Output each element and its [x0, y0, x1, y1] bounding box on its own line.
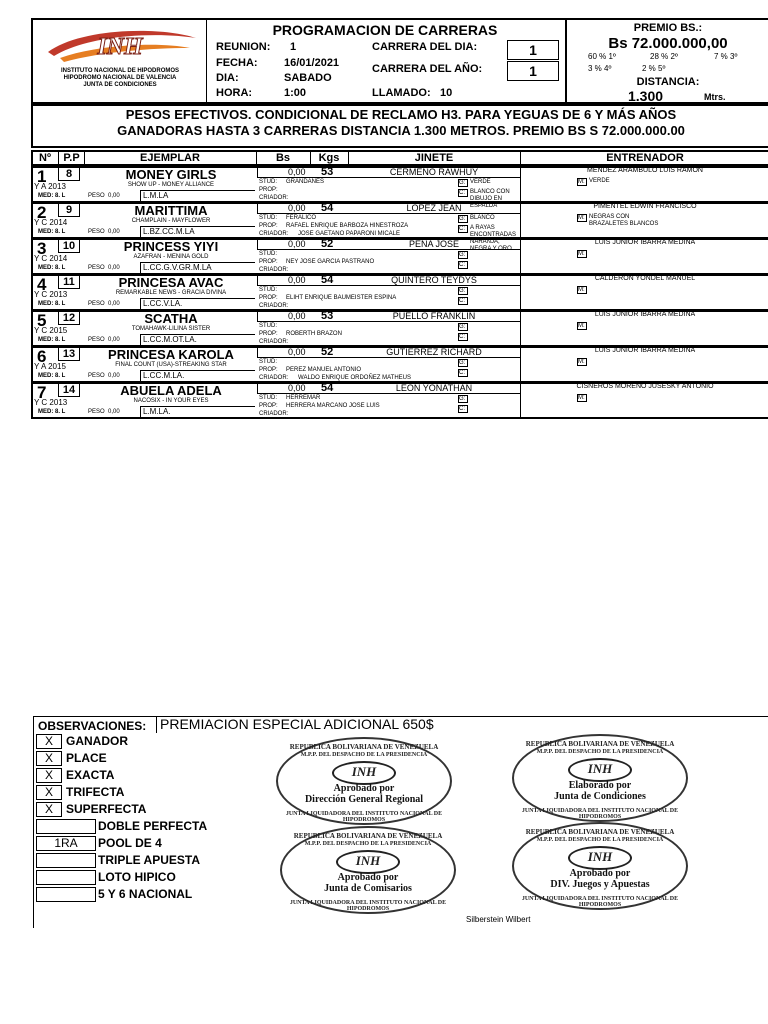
cell-divider	[257, 213, 520, 214]
med-value: 8. L	[55, 265, 66, 271]
bet-checkbox[interactable]: X	[36, 751, 62, 766]
trainer-name: LUIS JUNIOR IBARRA MEDINA	[594, 239, 696, 246]
trainer-name: CISNEROS MORENO JUSESKY ANTONIO	[576, 383, 714, 390]
bet-checkbox[interactable]: 1RA	[36, 836, 96, 851]
jockey-name: GUTIERREZ RICHARD	[386, 347, 482, 357]
bet-label: PLACE	[66, 751, 107, 765]
stamp-bottom-text: JUNTA LIQUIDADORA DEL INSTITUTO NACIONAL DE HIPODROMOS	[285, 811, 443, 823]
med-value: 8. L	[55, 337, 66, 343]
prop-value: ROBERTH BRAZON	[286, 331, 342, 337]
silks-m-box: M:	[577, 394, 587, 402]
stud-label: STUD:	[259, 179, 277, 185]
peso-label: PESO	[88, 301, 105, 307]
entry-year: Y C 2013	[34, 398, 68, 407]
carrera-dia-value: 1	[507, 40, 559, 60]
conditions-line1: PESOS EFECTIVOS. CONDICIONAL DE RECLAMO H3. PARA YEGUAS DE 6 Y MÁS AÑOS	[125, 107, 677, 122]
bet-checkbox[interactable]: X	[36, 802, 62, 817]
reunion-label: REUNION:	[216, 41, 271, 53]
stud-label: STUD:	[259, 359, 277, 365]
stamp-bottom-text: JUNTA LIQUIDADORA DEL INSTITUTO NACIONAL DE HIPODROMOS	[521, 808, 679, 820]
silks-c-value: BLANCO CON DIBUJO EN ESPALDA	[470, 189, 510, 209]
criador-label: CRIADOR:	[259, 303, 289, 309]
silks-g-box: G:	[458, 395, 468, 403]
distancia-value: 1.300	[628, 88, 664, 104]
silks-g-box: G:	[458, 323, 468, 331]
col-no: Nº	[39, 152, 51, 164]
stud-value: GRANDANES	[286, 179, 325, 185]
col-bs: Bs	[275, 152, 291, 164]
bet-label: LOTO HIPICO	[98, 870, 176, 884]
med-label: MED:	[38, 409, 54, 415]
horse-pedigree: AZAFRAN - MENINA GOLD	[133, 254, 209, 260]
horse-name: MONEY GIRLS	[125, 167, 217, 182]
med-label: MED:	[38, 229, 54, 235]
stamp-top-text: REPUBLICA BOLIVARIANA DE VENEZUELA	[525, 828, 675, 836]
criador-value: JOSE GAETANO PAPARONI MICALE	[298, 231, 401, 237]
med-value: 8. L	[55, 301, 66, 307]
jockey-name: LOPEZ JEAN	[406, 203, 462, 213]
entry-year: Y C 2014	[34, 218, 68, 227]
conditions-line2: GANADORAS HASTA 3 CARRERAS DISTANCIA 1.300 METROS. PREMIO BS S 72.000.000.00	[117, 123, 685, 138]
criador-label: CRIADOR:	[259, 411, 289, 417]
stud-label: STUD:	[259, 287, 277, 293]
stud-label: STUD:	[259, 395, 277, 401]
med-label: MED:	[38, 265, 54, 271]
stamp-line1: Aprobado por	[569, 868, 631, 879]
cell-divider	[257, 321, 520, 322]
horse-name: PRINCESA KAROLA	[108, 347, 234, 362]
peso-value: 0,00	[108, 337, 120, 343]
stamp-sub-text: M.P.P. DEL DESPACHO DE LA PRESIDENCIA	[536, 837, 664, 843]
silks-c-box: C:	[458, 261, 468, 269]
observaciones-label: OBSERVACIONES:	[38, 719, 147, 733]
silks-g-box: G:	[458, 287, 468, 295]
entry-post-position: 12	[58, 311, 80, 325]
criador-label: CRIADOR:	[259, 339, 289, 345]
entry-bs: 0,00	[288, 383, 306, 393]
entry-bs: 0,00	[288, 167, 306, 177]
fecha-label: FECHA:	[216, 57, 258, 69]
stud-value: FERALICO	[286, 215, 317, 221]
medication-value: L.CC.V.LA.	[140, 298, 255, 309]
silks-m-box: M:	[577, 214, 587, 222]
entry-kgs: 53	[321, 310, 334, 322]
distancia-label: DISTANCIA:	[636, 76, 700, 88]
stamp-line2: DIV. Juegos y Apuestas	[550, 879, 650, 890]
silks-c-value: A RAYAS ENCONTRADAS NARANJA, NEGRA Y ORO	[470, 225, 517, 252]
med-value: 8. L	[55, 193, 66, 199]
silks-c-box: C:	[458, 225, 468, 233]
peso-label: PESO	[88, 229, 105, 235]
bet-label: TRIFECTA	[66, 785, 125, 799]
prop-label: PROP:	[259, 403, 278, 409]
stamp-sub-text: M.P.P. DEL DESPACHO DE LA PRESIDENCIA	[300, 752, 428, 758]
stud-value: HERREMAR	[286, 395, 321, 401]
stamp-line2: Junta de Condiciones	[554, 791, 646, 802]
med-label: MED:	[38, 301, 54, 307]
silks-c-box: C:	[458, 405, 468, 413]
bet-checkbox[interactable]: X	[36, 785, 62, 800]
stamp-bottom-text: JUNTA LIQUIDADORA DEL INSTITUTO NACIONAL DE HIPODROMOS	[521, 896, 679, 908]
cell-divider	[257, 357, 520, 358]
med-value: 8. L	[55, 229, 66, 235]
entry-kgs: 54	[321, 202, 334, 214]
approval-stamp	[276, 737, 452, 825]
silks-c-box: C:	[458, 333, 468, 341]
premio-label: PREMIO BS.:	[633, 22, 703, 34]
stamp-line2: Dirección General Regional	[304, 794, 424, 805]
medication-value: L.CC.M.OT.LA.	[140, 334, 255, 345]
peso-label: PESO	[88, 265, 105, 271]
col-kgs: Kgs	[318, 152, 340, 164]
prop-label: PROP:	[259, 367, 278, 373]
approval-stamp	[512, 822, 688, 910]
entry-number: 7	[37, 383, 47, 402]
criador-value: WALDO ENRIQUE ORDOÑEZ MATHEUS	[298, 375, 412, 381]
criador-label: CRIADOR:	[259, 195, 289, 201]
silks-c-box: C:	[458, 369, 468, 377]
hora-value: 1:00	[284, 87, 307, 99]
trainer-name: LUIS JUNIOR IBARRA MEDINA	[594, 311, 696, 318]
institute-name: INSTITUTO NACIONAL DE HIPODROMOS HIPODROMO NACIONAL DE VALENCIA JUNTA DE CONDICIONES	[60, 68, 180, 88]
trainer-name: PIMENTEL EDWIN FRANCISCO	[593, 203, 697, 210]
silks-g-value: BLANCO	[470, 215, 495, 221]
stamp-logo: INH	[336, 850, 400, 874]
observaciones-text: PREMIACION ESPECIAL ADICIONAL 650$	[160, 716, 434, 732]
prop-label: PROP:	[259, 259, 278, 265]
trainer-name: LUIS JUNIOR IBARRA MEDINA	[594, 347, 696, 354]
bet-label: POOL DE 4	[98, 836, 162, 850]
med-value: 8. L	[55, 373, 66, 379]
jockey-name: QUINTERO TEYDYS	[391, 275, 477, 285]
stamp-logo: INH	[332, 761, 396, 785]
prop-label: PROP:	[259, 187, 278, 193]
stamp-logo: INH	[568, 758, 632, 782]
distancia-unit: Mtrs.	[704, 92, 726, 102]
entry-bs: 0,00	[288, 275, 306, 285]
bet-label: SUPERFECTA	[66, 802, 147, 816]
medication-value: L.M.LA.	[140, 406, 255, 417]
horse-pedigree: REMARKABLE NEWS - GRACIA DIVINA	[115, 290, 227, 296]
entry-year: Y C 2015	[34, 326, 68, 335]
peso-label: PESO	[88, 373, 105, 379]
stamp-line2: Junta de Comisarios	[324, 883, 412, 894]
medication-value: L.CC.G.V.GR.M.LA	[140, 262, 255, 273]
entry-number: 5	[37, 311, 47, 330]
medication-value: L.M.LA	[140, 190, 255, 201]
criador-label: CRIADOR:	[259, 267, 289, 273]
jockey-name: CERMEÑO RAWHUY	[389, 167, 479, 177]
entry-post-position: 13	[58, 347, 80, 361]
stud-label: STUD:	[259, 323, 277, 329]
peso-value: 0,00	[108, 301, 120, 307]
criador-label: CRIADOR:	[259, 231, 289, 237]
medication-value: L.CC.M.LA.	[140, 370, 255, 381]
stamp-top-text: REPUBLICA BOLIVARIANA DE VENEZUELA	[525, 740, 675, 748]
horse-pedigree: SHOW UP - MONEY ALLIANCE	[127, 182, 215, 188]
page-title: PROGRAMACION DE CARRERAS	[272, 22, 498, 38]
stamp-line1: Elaborado por	[568, 780, 632, 791]
med-label: MED:	[38, 337, 54, 343]
stamp-top-text: REPUBLICA BOLIVARIANA DE VENEZUELA	[293, 832, 443, 840]
col-pp: P.P	[63, 152, 80, 164]
entry-post-position: 14	[58, 383, 80, 397]
entry-year: Y C 2014	[34, 254, 68, 263]
prop-value: PEREZ MANUEL ANTONIO	[286, 367, 362, 373]
stamp-line1: Aprobado por	[333, 783, 395, 794]
stamp-bottom-text: JUNTA LIQUIDADORA DEL INSTITUTO NACIONAL DE HIPODROMOS	[289, 900, 447, 912]
entry-number: 1	[37, 167, 47, 186]
premio-value: Bs 72.000.000,00	[608, 35, 728, 52]
horse-name: SCATHA	[144, 311, 198, 326]
entry-number: 6	[37, 347, 47, 366]
cell-divider	[257, 393, 520, 394]
inh-logo	[40, 24, 200, 66]
bet-label: DOBLE PERFECTA	[98, 819, 208, 833]
entry-kgs: 52	[321, 346, 334, 358]
horse-name: ABUELA ADELA	[120, 383, 222, 398]
entry-bs: 0,00	[288, 347, 306, 357]
stamp-logo: INH	[568, 846, 632, 870]
silks-m-box: M:	[577, 358, 587, 366]
peso-label: PESO	[88, 193, 105, 199]
entry-number: 2	[37, 203, 47, 222]
silks-g-box: G:	[458, 215, 468, 223]
jockey-name: PUELLO FRANKLIN	[392, 311, 476, 321]
silks-m-value: NEGRAS CON BRAZALETES BLANCOS	[589, 214, 659, 227]
bet-label: GANADOR	[66, 734, 128, 748]
entry-year: Y A 2013	[34, 182, 66, 191]
bet-checkbox[interactable]	[36, 819, 96, 834]
silks-c-box: C:	[458, 189, 468, 197]
horse-name: PRINCESS YIYI	[123, 239, 219, 254]
peso-value: 0,00	[108, 373, 120, 379]
silks-m-box: M:	[577, 322, 587, 330]
med-label: MED:	[38, 193, 54, 199]
signature-name: Silberstein Wilbert	[466, 915, 531, 924]
entry-number: 3	[37, 239, 47, 258]
trainer-name: MENDEZ ARAMBULO LUIS RAMON	[587, 167, 703, 174]
silks-c-box: C:	[458, 297, 468, 305]
prop-value: HERRERA MARCANO JOSE LUIS	[286, 403, 380, 409]
silks-m-value: VERDE	[589, 178, 610, 184]
silks-m-box: M:	[577, 286, 587, 294]
entry-post-position: 11	[58, 275, 80, 289]
peso-value: 0,00	[108, 193, 120, 199]
peso-value: 0,00	[108, 409, 120, 415]
premio-pct-row1: 60 % 1º 28 % 2º 7 % 3º	[588, 52, 738, 61]
bet-checkbox[interactable]: X	[36, 734, 62, 749]
entry-bs: 0,00	[288, 311, 306, 321]
criador-label: CRIADOR:	[259, 375, 289, 381]
horse-pedigree: FINAL COUNT (USA)-STREAKING STAR	[115, 362, 227, 368]
bet-checkbox[interactable]	[36, 887, 96, 902]
svg-text:INH: INH	[97, 34, 143, 60]
carrera-dia-label: CARRERA DEL DIA:	[372, 41, 478, 53]
entry-kgs: 52	[321, 238, 334, 250]
jockey-name: PEÑA JOSE	[408, 239, 460, 249]
peso-label: PESO	[88, 337, 105, 343]
reunion-value: 1	[290, 41, 297, 53]
bet-checkbox[interactable]: X	[36, 768, 62, 783]
prop-label: PROP:	[259, 331, 278, 337]
stud-label: STUD:	[259, 215, 277, 221]
stamp-sub-text: M.P.P. DEL DESPACHO DE LA PRESIDENCIA	[304, 841, 432, 847]
entry-kgs: 53	[321, 166, 334, 178]
entry-post-position: 10	[58, 239, 80, 253]
entry-kgs: 54	[321, 382, 334, 394]
premio-pct-row2: 3 % 4º 2 % 5º	[588, 64, 666, 73]
dia-label: DIA:	[216, 72, 239, 84]
entry-bs: 0,00	[288, 203, 306, 213]
llamado-value: 10	[440, 87, 453, 99]
silks-g-value: VERDE	[470, 179, 491, 185]
entry-post-position: 9	[58, 203, 80, 217]
stud-label: STUD:	[259, 251, 277, 257]
fecha-value: 16/01/2021	[284, 57, 340, 69]
silks-g-box: G:	[458, 359, 468, 367]
entry-number: 4	[37, 275, 47, 294]
approval-stamp	[280, 826, 456, 914]
hora-label: HORA:	[216, 87, 253, 99]
carrera-anio-label: CARRERA DEL AÑO:	[372, 63, 483, 75]
stamp-top-text: REPUBLICA BOLIVARIANA DE VENEZUELA	[289, 743, 439, 751]
bet-label: 5 Y 6 NACIONAL	[98, 887, 193, 901]
prop-value: ELIHT ENRIQUE BAUMEISTER ESPINA	[286, 295, 397, 301]
entry-bs: 0,00	[288, 239, 306, 249]
trainer-name: CALDERON YONDEL MANUEL	[594, 275, 696, 282]
dia-value: SABADO	[284, 72, 332, 84]
horse-pedigree: CHAMPLAIN - MAYFLOWER	[131, 218, 211, 224]
peso-label: PESO	[88, 409, 105, 415]
cell-divider	[257, 177, 520, 178]
col-entrenador: ENTRENADOR	[606, 152, 684, 164]
prop-label: PROP:	[259, 295, 278, 301]
horse-name: PRINCESA AVAC	[118, 275, 224, 290]
approval-stamp	[512, 734, 688, 822]
prop-value: RAFAEL ENRIQUE BARBOZA HINESTROZA	[286, 223, 409, 229]
col-ejemplar: EJEMPLAR	[140, 152, 200, 164]
prop-label: PROP:	[259, 223, 278, 229]
silks-m-box: M:	[577, 250, 587, 258]
bet-checkbox[interactable]	[36, 853, 96, 868]
horse-pedigree: NACOSIX - IN YOUR EYES	[133, 398, 209, 404]
peso-value: 0,00	[108, 265, 120, 271]
entry-kgs: 54	[321, 274, 334, 286]
llamado-label: LLAMADO:	[372, 87, 431, 99]
cell-divider	[257, 249, 520, 250]
horse-name: MARITTIMA	[134, 203, 208, 218]
peso-value: 0,00	[108, 229, 120, 235]
jockey-name: LEON YONATHAN	[395, 383, 473, 393]
med-label: MED:	[38, 373, 54, 379]
carrera-anio-value: 1	[507, 61, 559, 81]
entry-post-position: 8	[58, 167, 80, 181]
silks-g-box: G:	[458, 251, 468, 259]
col-jinete: JINETE	[414, 152, 454, 164]
medication-value: L.BZ.CC.M.LA	[140, 226, 255, 237]
bet-label: TRIPLE APUESTA	[98, 853, 201, 867]
horse-pedigree: TOMAHAWK-LILINA SISTER	[131, 326, 211, 332]
cell-divider	[257, 285, 520, 286]
silks-m-box: M:	[577, 178, 587, 186]
stamp-sub-text: M.P.P. DEL DESPACHO DE LA PRESIDENCIA	[536, 749, 664, 755]
silks-g-box: G:	[458, 179, 468, 187]
bet-label: EXACTA	[66, 768, 115, 782]
bet-checkbox[interactable]	[36, 870, 96, 885]
entry-year: Y A 2015	[34, 362, 66, 371]
prop-value: NEY JOSE GARCIA PASTRANO	[286, 259, 375, 265]
entry-year: Y C 2013	[34, 290, 68, 299]
med-value: 8. L	[55, 409, 66, 415]
stamp-line1: Aprobado por	[337, 872, 399, 883]
